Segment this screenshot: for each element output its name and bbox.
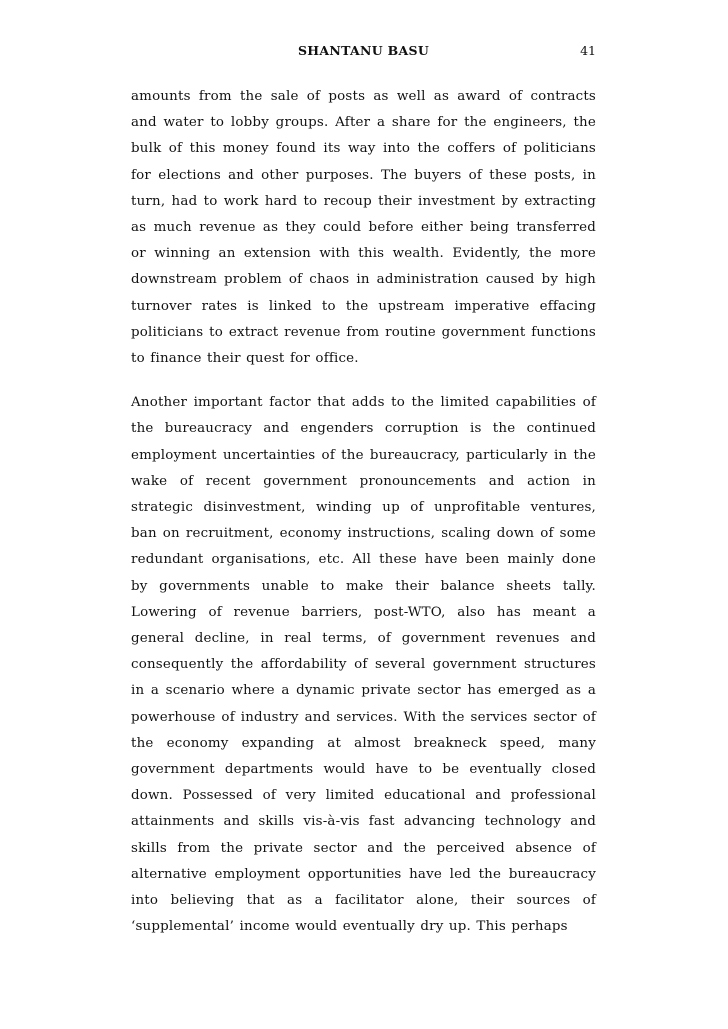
- running-header: [131, 41, 596, 61]
- body-text: [131, 84, 596, 959]
- author-name: SHANTANU BASU: [297, 43, 430, 58]
- page-number: 41: [580, 43, 596, 58]
- paragraph-2: Another important factor that adds to the limited capabilities of the bureaucracy and engenders corruption is the continued employment uncertainties of the bureaucracy, particularly in the wake of recent government pronouncements and action in strategic disinvestment, winding up of unprofitable ventures, ban on recruitment, economy instructions, scaling down of some redundant organisations, etc. All these have been mainly done by governments unable to make their balance sheets tally. Lowering of revenue barriers, post-WTO, also has meant a general decline, in real terms, of government revenues and consequently the affordability of several government structures in a scenario where a dynamic private sector has emerged as a powerhouse of industry and services. With the services sector of the economy expanding at almost breakneck speed, many government departments would have to be eventually closed down. Possessed of very limited educational and professional attainments and skills vis-à-vis fast advancing technology and skills from the private sector and the perceived absence of alternative employment opportunities have led the bureaucracy into believing that as a facilitator alone, their sources of ‘supplemental’ income would eventually dry up. This perhaps: [131, 395, 596, 935]
- paragraph-1: amounts from the sale of posts as well as award of contracts and water to lobby groups. After a share for the engineers, the bulk of this money found its way into the coffers of politicians for elections and other purposes. The buyers of these posts, in turn, had to work hard to recoup their investment by extracting as much revenue as they could before either being transferred or winning an extension with this wealth. Evidently, the more downstream problem of chaos in administration caused by high turnover rates is linked to the upstream imperative effacing politicians to extract revenue from routine government functions to finance their quest for office.: [131, 89, 596, 367]
